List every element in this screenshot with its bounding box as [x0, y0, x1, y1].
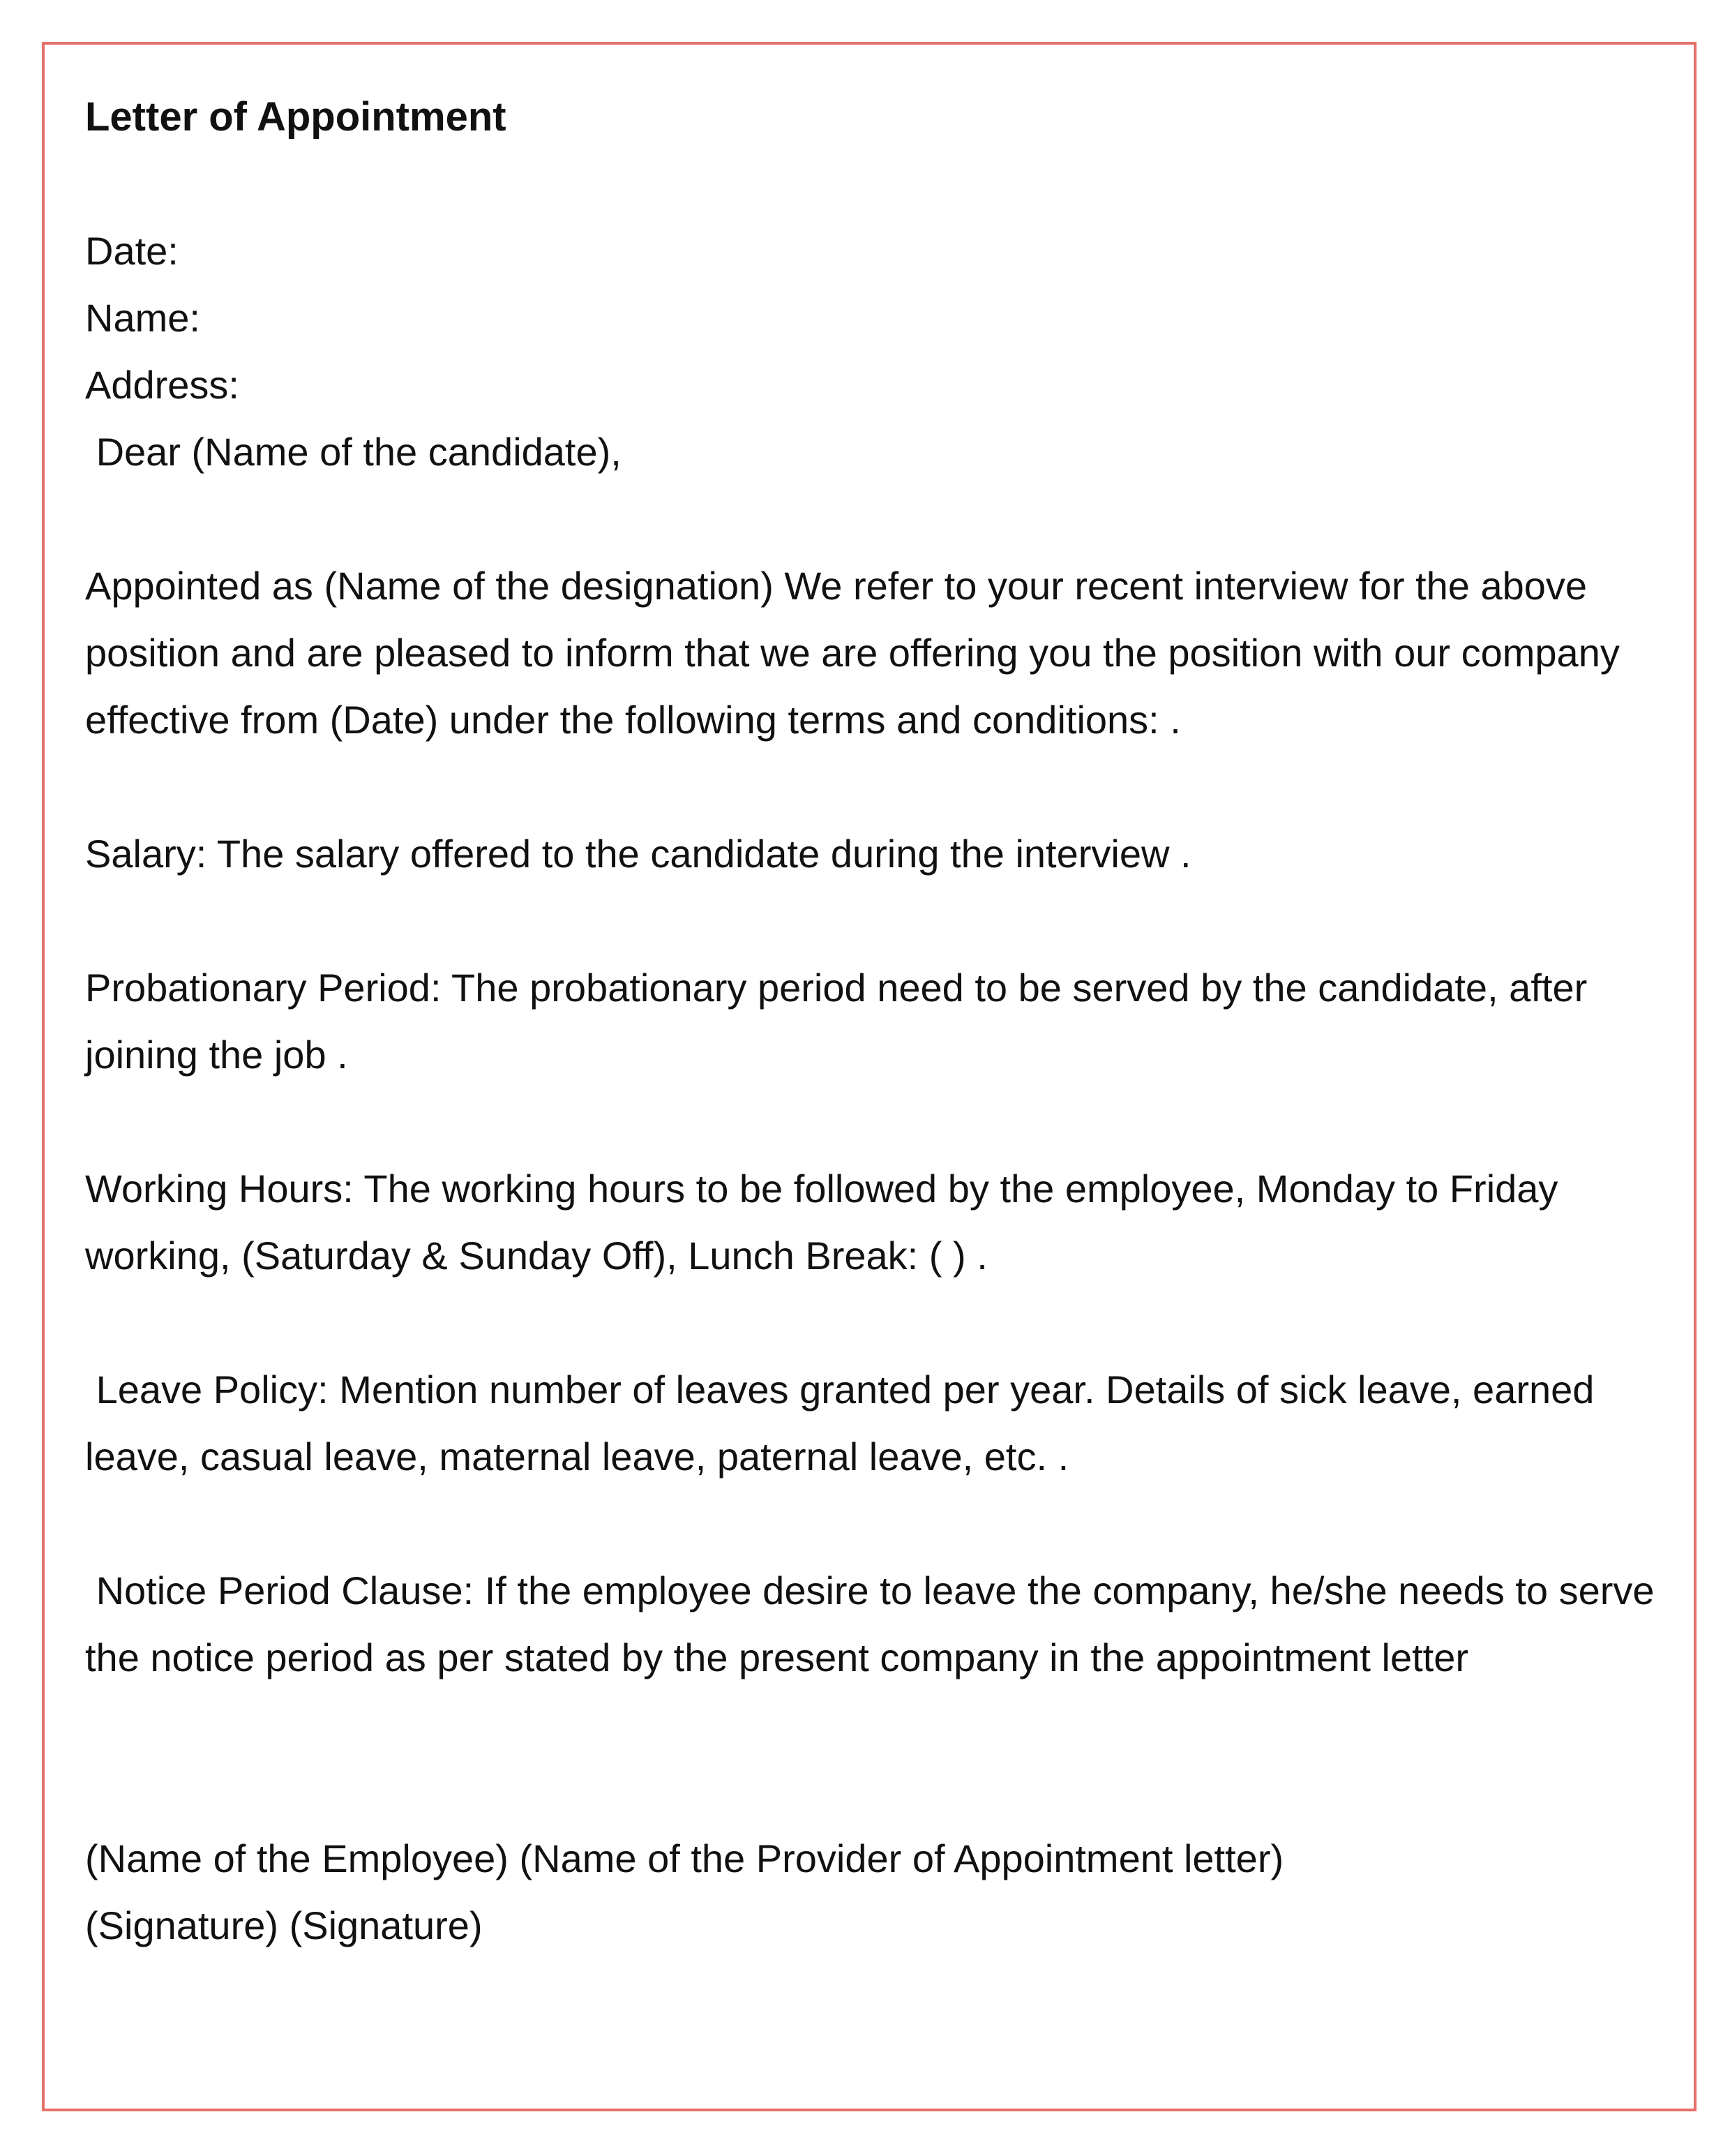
spacer: [85, 1289, 1662, 1356]
address-field: Address:: [85, 363, 239, 407]
spacer: [85, 754, 1662, 821]
spacer: [85, 486, 1662, 553]
name-field: Name:: [85, 296, 200, 340]
date-field: Date:: [85, 229, 179, 273]
spacer: [85, 1088, 1662, 1155]
leave-policy-clause: Leave Policy: Mention number of leaves granted per year. Details of sick leave, earned leave, casual leave, maternal leave, paternal leave, etc. .: [85, 1368, 1605, 1478]
salary-clause: Salary: The salary offered to the candidate during the interview .: [85, 832, 1191, 876]
notice-period-clause: Notice Period Clause: If the employee desire to leave the company, he/she needs to serve the notice period as per stated by the present company in the appointment letter: [85, 1569, 1666, 1679]
spacer: [85, 1490, 1662, 1557]
spacer: [85, 888, 1662, 955]
intro-paragraph: Appointed as (Name of the designation) We refer to your recent interview for the above position and are pleased to inform that we are offering you the position with our company effective from (Date) under the following terms and conditions: .: [85, 564, 1631, 742]
signatory-names: (Name of the Employee) (Name of the Provider of Appointment letter): [85, 1836, 1284, 1880]
letter-body: [85, 84, 1666, 1959]
spacer: [85, 1691, 1662, 1825]
salutation: Dear (Name of the candidate),: [85, 430, 622, 474]
letter-title: Letter of Appointment: [85, 94, 506, 140]
probation-clause: Probationary Period: The probationary period need to be served by the candidate, after joining the job .: [85, 966, 1598, 1077]
signature-lines: (Signature) (Signature): [85, 1903, 483, 1947]
working-hours-clause: Working Hours: The working hours to be followed by the employee, Monday to Friday working, (Saturday & Sunday Off), Lunch Break: ( ) .: [85, 1167, 1569, 1278]
spacer: [85, 151, 1662, 218]
